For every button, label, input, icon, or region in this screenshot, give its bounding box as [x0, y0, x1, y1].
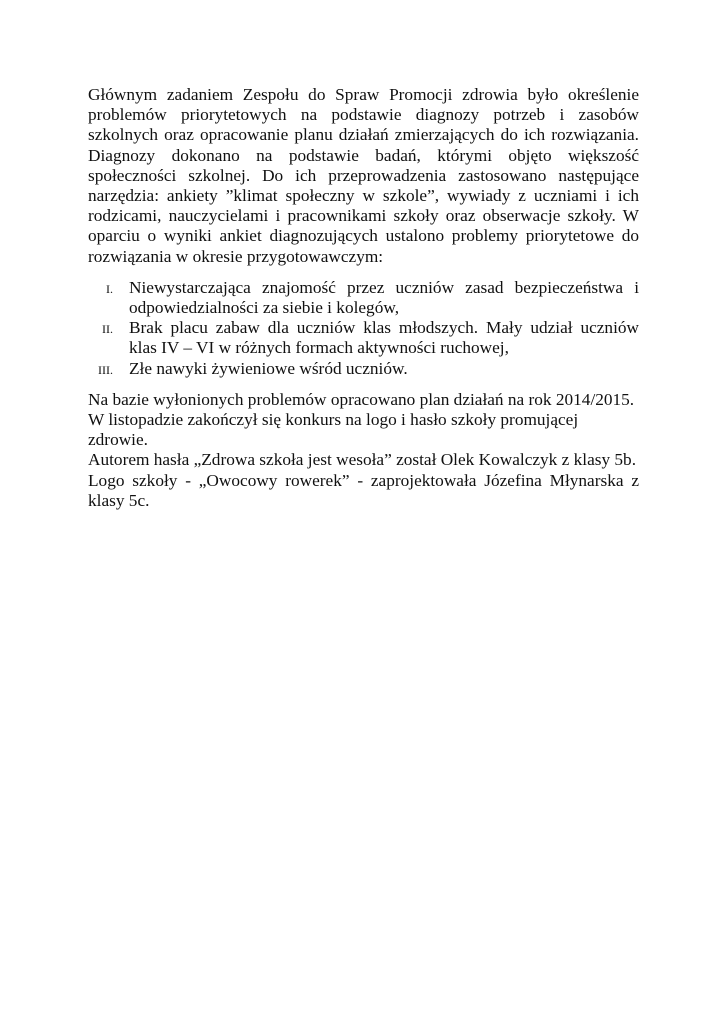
outro-line-slogan-author: Autorem hasła „Zdrowa szkoła jest wesoła” został Olek Kowalczyk z klasy 5b.: [88, 450, 637, 470]
problems-list: [88, 278, 639, 379]
list-item-text: Niewystarczająca znajomość przez uczniów zasad bezpieczeństwa i odpowiedzialności za siebie i kolegów,: [129, 277, 639, 318]
list-item-text: Złe nawyki żywieniowe wśród uczniów.: [129, 358, 408, 378]
document-page: [88, 85, 639, 511]
list-item: [88, 278, 639, 318]
list-item-number: I.: [106, 281, 113, 296]
list-item-number: II.: [102, 322, 113, 337]
outro-line-plan: Na bazie wyłonionych problemów opracowano plan działań na rok 2014/2015.: [88, 389, 635, 409]
list-item-text: Brak placu zabaw dla uczniów klas młodszych. Mały udział uczniów klas IV – VI w różnych formach aktywności ruchowej,: [129, 318, 639, 358]
list-item: [88, 318, 639, 358]
list-item-number: III.: [98, 362, 113, 377]
outro-line-logo-author: Logo szkoły - „Owocowy rowerek” - zaprojektowała Józefina Młynarska z klasy 5c.: [88, 470, 639, 510]
outro-paragraph: [88, 390, 639, 511]
outro-line-contest: W listopadzie zakończył się konkurs na logo i hasło szkoły promującej zdrowie.: [88, 410, 579, 450]
list-item: [88, 359, 639, 379]
intro-paragraph: Głównym zadaniem Zespołu do Spraw Promocji zdrowia było określenie problemów priorytetowych na podstawie diagnozy potrzeb i zasobów szkolnych oraz opracowanie planu działań zmierzających do ich rozwiązania. Diagnozy dokonano na podstawie badań, którymi objęto większość społeczności szkolnej. Do ich przeprowadzenia zastosowano następujące narzędzia: ankiety ”klimat społeczny w szkole”, wywiady z uczniami i ich rodzicami, nauczycielami i pracownikami szkoły oraz obserwacje szkoły. W oparciu o wyniki ankiet diagnozujących ustalono problemy priorytetowe do rozwiązania w okresie przygotowawczym:: [88, 85, 639, 266]
